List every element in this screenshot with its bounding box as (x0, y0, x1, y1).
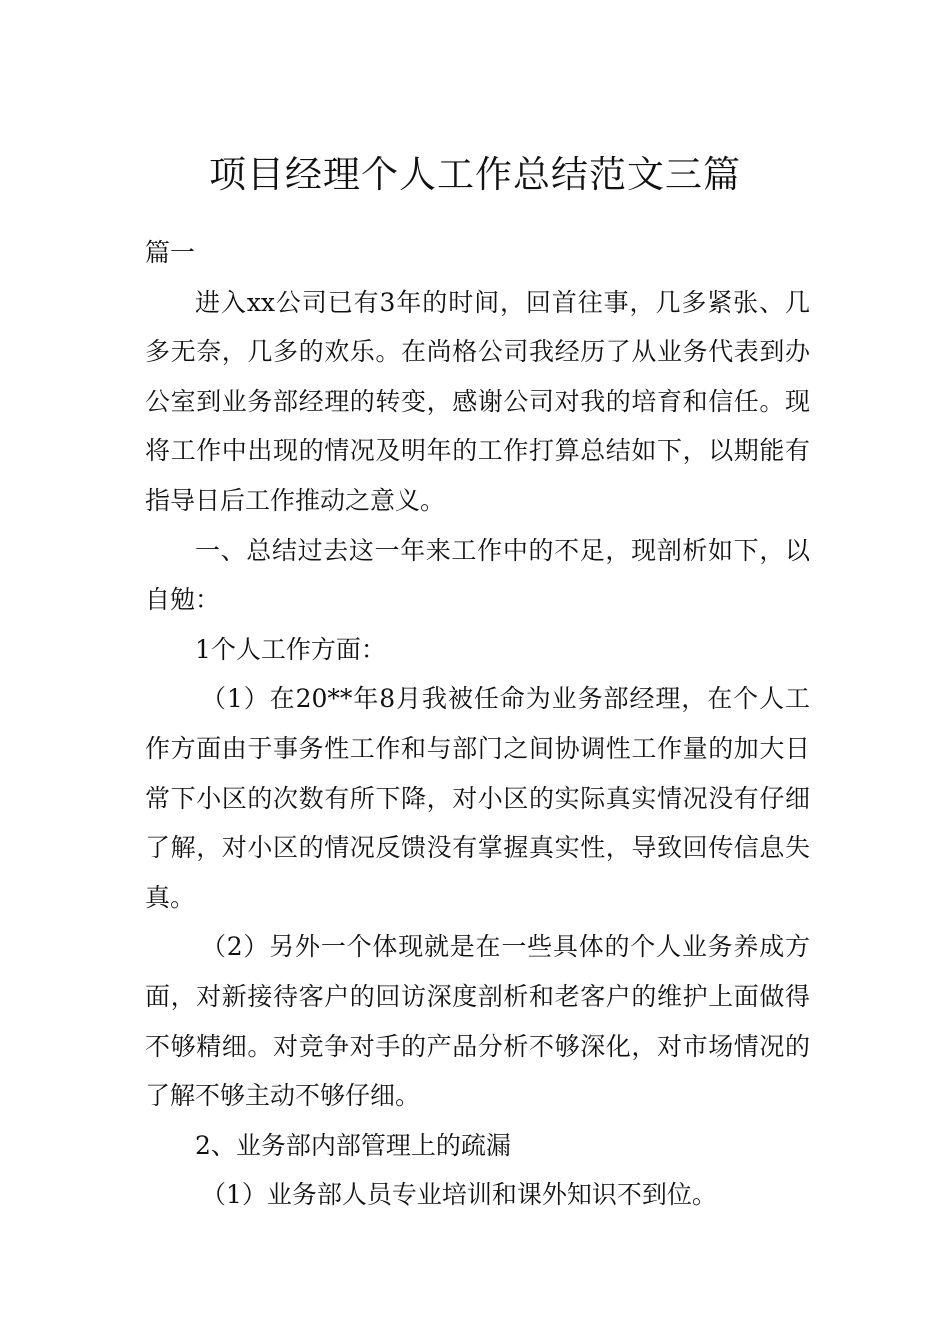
paragraph-summary-heading: 一、总结过去这一年来工作中的不足，现剖析如下，以自勉： (145, 535, 810, 615)
paragraph-management-heading: 2、业务部内部管理上的疏漏 (195, 1130, 511, 1160)
paragraph-item-1: （1）在20**年8月我被任命为业务部经理，在个人工作方面由于事务性工作和与部门之间协调性工作量的加大日常下小区的次数有所下降，对小区的实际真实情况没有仔细了解，对小区的情况反馈没有掌握真实性，导致回传信息失真。 (145, 684, 810, 912)
document-body (145, 228, 810, 1220)
paragraph-management-item-1: （1）业务部人员专业培训和课外知识不到位。 (201, 1180, 717, 1210)
paragraph-item-2: （2）另外一个体现就是在一些具体的个人业务养成方面，对新接待客户的回访深度剖析和老客户的维护上面做得不够精细。对竞争对手的产品分析不够深化，对市场情况的了解不够主动不够仔细。 (145, 932, 810, 1111)
section-label: 篇一 (145, 238, 196, 267)
paragraph-personal-work-heading: 1个人工作方面： (195, 634, 386, 664)
document-title: 项目经理个人工作总结范文三篇 (209, 152, 741, 196)
paragraph-intro: 进入xx公司已有3年的时间，回首往事，几多紧张、几多无奈，几多的欢乐。在尚格公司我经历了从业务代表到办公室到业务部经理的转变，感谢公司对我的培育和信任。现将工作中出现的情况及明年的工作打算总结如下，以期能有指导日后工作推动之意义。 (145, 287, 810, 515)
